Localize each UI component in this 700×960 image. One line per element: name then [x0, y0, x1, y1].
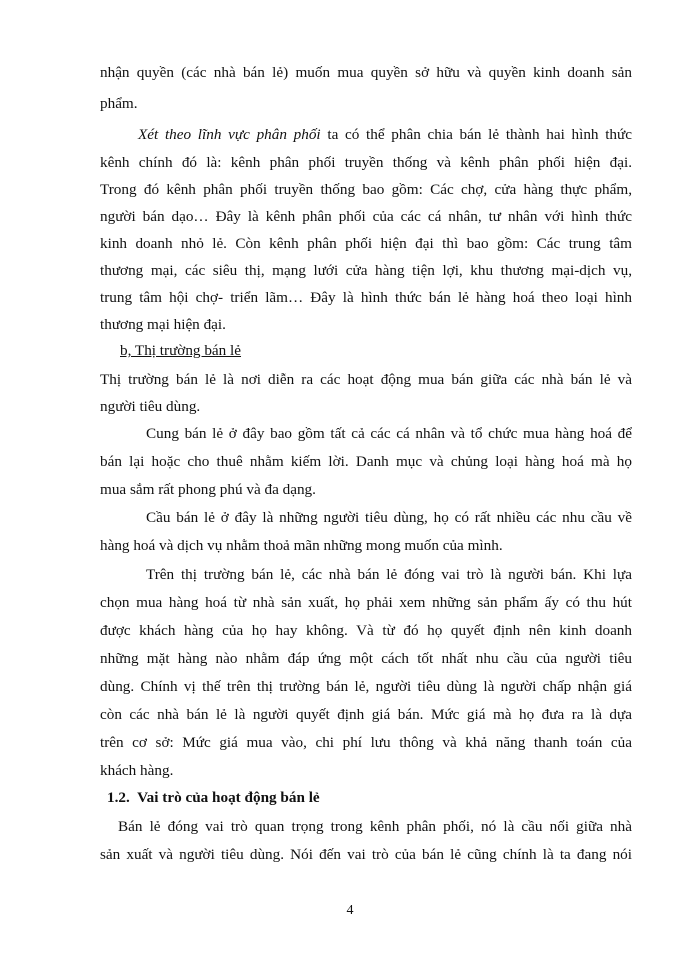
- text-span: ta có thể phân chia bán lẻ thành hai hình thức: [320, 126, 632, 143]
- text-line: Trên thị trường bán lẻ, các nhà bán lẻ đóng vai trò là người bán. Khi lựa: [146, 566, 632, 583]
- text-line: phẩm.: [100, 95, 138, 112]
- text-line: còn các nhà bán lẻ là người quyết định giá bán. Mức giá mà họ đưa ra là dựa: [100, 706, 632, 723]
- text-line: Cung bán lẻ ở đây bao gồm tất cả các cá nhân và tổ chức mua hàng hoá để: [146, 425, 632, 442]
- text-line: nhận quyền (các nhà bán lẻ) muốn mua quyền sở hữu và quyền kinh doanh sản: [100, 64, 632, 81]
- text-line: trung tâm hội chợ- triển lãm… Đây là hình thức bán lẻ hàng hoá theo loại hình: [100, 289, 632, 306]
- text-line: Bán lẻ đóng vai trò quan trọng trong kênh phân phối, nó là cầu nối giữa nhà: [118, 818, 632, 835]
- text-line: chọn mua hàng hoá từ nhà sản xuất, họ phải xem những sản phẩm ấy có thu hút: [100, 594, 632, 611]
- text-line: kinh doanh nhỏ lẻ. Còn kênh phân phối hiện đại thì bao gồm: Các trung tâm: [100, 235, 632, 252]
- text-line: những mặt hàng nào nhằm đáp ứng một cách tốt nhất nhu cầu của người tiêu: [100, 650, 632, 667]
- text-line: dùng. Chính vị thế trên thị trường bán lẻ, người tiêu dùng là người chấp nhận giá: [100, 678, 632, 695]
- text-line: được khách hàng của họ hay không. Và từ đó họ quyết định nên kinh doanh: [100, 622, 632, 639]
- text-line: thương mại, các siêu thị, mạng lưới cửa hàng tiện lợi, khu thương mại-dịch vụ,: [100, 262, 632, 279]
- section-heading: 1.2. Vai trò của hoạt động bán lẻ: [107, 789, 320, 806]
- text-line: mua sắm rất phong phú và đa dạng.: [100, 481, 316, 498]
- italic-term: Xét theo lĩnh vực phân phối: [138, 126, 321, 143]
- text-line: người tiêu dùng.: [100, 398, 201, 415]
- text-line: hàng hoá và dịch vụ nhằm thoả mãn những mong muốn của mình.: [100, 537, 503, 554]
- text-line: người bán dạo… Đây là kênh phân phối của các cá nhân, tư nhân với hình thức: [100, 208, 632, 225]
- page-number: 4: [346, 903, 354, 918]
- text-line: sản xuất và người tiêu dùng. Nói đến vai trò của bán lẻ cũng chính là ta đang nói: [100, 846, 632, 863]
- text-line: Thị trường bán lẻ là nơi diễn ra các hoạt động mua bán giữa các nhà bán lẻ và: [100, 371, 632, 388]
- text-line: kênh chính đó là: kênh phân phối truyền thống và kênh phân phối hiện đại.: [100, 154, 632, 171]
- text-line: trên cơ sở: Mức giá mua vào, chi phí lưu thông và khả năng thanh toán của: [100, 734, 632, 751]
- section-heading: b, Thị trường bán lẻ: [120, 342, 242, 359]
- text-line: Cầu bán lẻ ở đây là những người tiêu dùng, họ có rất nhiều các nhu cầu về: [146, 509, 632, 526]
- text-line: bán lại hoặc cho thuê nhằm kiếm lời. Danh mục và chủng loại hàng hoá mà họ: [100, 453, 632, 470]
- text-line: Trong đó kênh phân phối truyền thống bao gồm: Các chợ, cửa hàng thực phẩm,: [100, 181, 632, 198]
- text-line: khách hàng.: [100, 762, 174, 779]
- text-line: thương mại hiện đại.: [100, 316, 226, 333]
- text-line: [138, 125, 632, 145]
